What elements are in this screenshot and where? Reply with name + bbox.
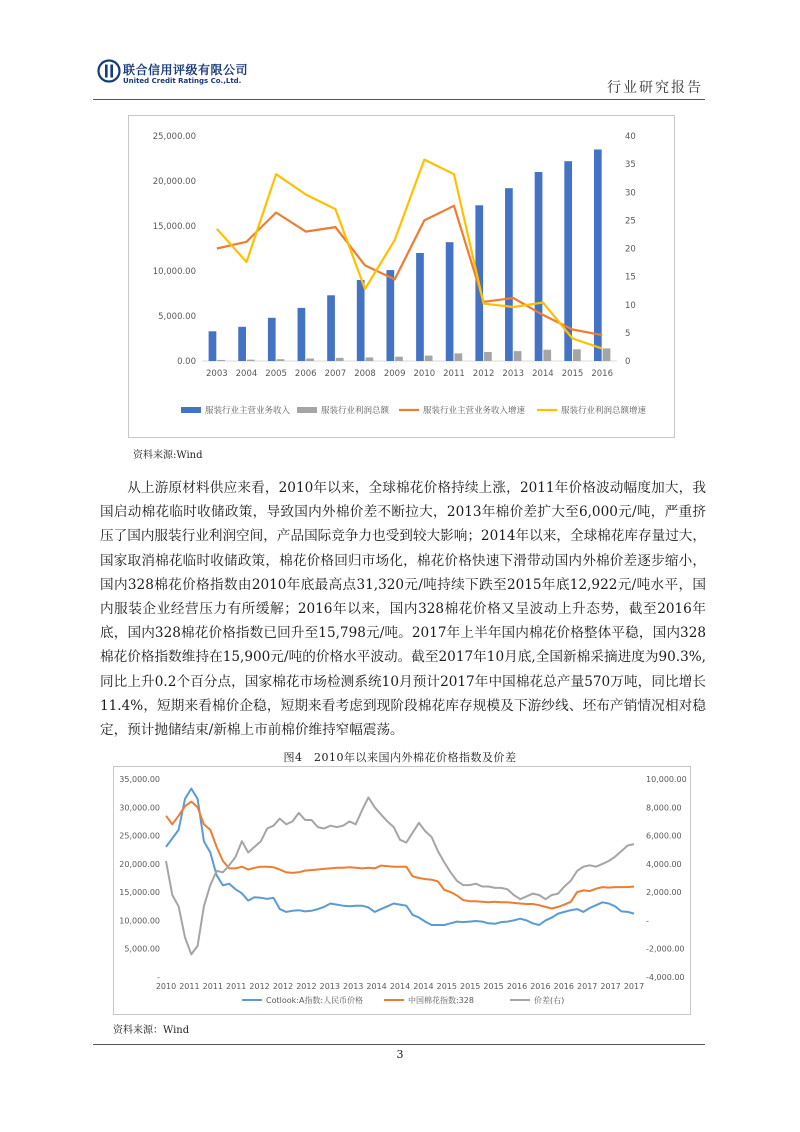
- chart1-source: 资料来源:Wind: [133, 450, 203, 461]
- figure4-title: 图4 2010年以来国内外棉花价格指数及价差: [283, 751, 517, 764]
- y-left-tick-label: 30,000.00: [119, 803, 160, 813]
- y-left-tick-label: 5,000.00: [158, 312, 196, 322]
- company-logo-icon: [97, 59, 121, 87]
- y-left-tick-label: 15,000.00: [119, 888, 160, 898]
- x-tick-label: 2016: [591, 369, 613, 379]
- revenue-bar: [268, 318, 276, 361]
- x-tick-label: 2005: [265, 369, 287, 379]
- profit-bar: [543, 350, 551, 361]
- header-divider: [93, 99, 705, 100]
- revenue-bar: [505, 188, 513, 361]
- x-tick-label: 2014: [532, 369, 554, 379]
- x-tick-label: 2015: [436, 982, 457, 991]
- legend-label: Cotlook:A指数:人民币价格: [266, 996, 364, 1005]
- x-tick-label: 2004: [235, 369, 258, 379]
- revenue-bar: [416, 253, 424, 361]
- y-right-tick-label: 0: [625, 357, 631, 367]
- company-name-cn: 联合信用评级有限公司: [123, 63, 249, 77]
- x-tick-label: 2015: [483, 982, 504, 991]
- profit-bar: [336, 358, 344, 361]
- x-tick-label: 2011: [202, 982, 223, 991]
- y-left-tick-label: 20,000.00: [152, 177, 196, 187]
- y-right-tick-label: -4,000.00: [646, 973, 685, 982]
- profit-bar: [603, 348, 611, 361]
- page-header: [93, 55, 705, 101]
- x-tick-label: 2007: [324, 369, 347, 379]
- legend-label: 中国棉花指数:328: [408, 996, 474, 1005]
- x-tick-label: 2013: [502, 369, 525, 379]
- revenue-bar: [209, 331, 217, 361]
- revenue-growth-line: [217, 206, 602, 335]
- y-right-tick-label: 5: [625, 328, 631, 339]
- x-tick-label: 2014: [389, 982, 411, 991]
- x-tick-label: 2016: [553, 982, 574, 991]
- y-right-tick-label: -: [646, 916, 649, 926]
- revenue-bar: [298, 308, 306, 361]
- y-right-tick-label: 10: [625, 300, 636, 311]
- footer-divider: [93, 1044, 705, 1045]
- profit-bar: [366, 357, 374, 361]
- x-tick-label: 2014: [366, 982, 387, 991]
- profit-bar: [484, 352, 492, 361]
- y-left-tick-label: 20,000.00: [119, 859, 160, 869]
- x-tick-label: 2003: [206, 369, 228, 379]
- x-tick-label: 2006: [294, 369, 317, 379]
- x-tick-label: 2017: [623, 982, 645, 991]
- y-right-tick-label: 10,000.00: [646, 775, 687, 784]
- x-tick-label: 2012: [249, 982, 270, 991]
- y-right-tick-label: 25: [625, 216, 636, 227]
- y-right-tick-label: -2,000.00: [646, 944, 685, 954]
- y-right-tick-label: 15: [625, 272, 636, 283]
- x-tick-label: 2010: [413, 369, 436, 379]
- page-number: 3: [396, 1048, 404, 1061]
- y-left-tick-label: -: [157, 973, 160, 982]
- x-tick-label: 2011: [443, 369, 465, 379]
- x-tick-label: 2008: [354, 369, 376, 379]
- paragraph-cotton-supply: 从上游原材料供应来看，2010年以来，全球棉花价格持续上涨，2011年价格波动幅度加大，我国启动棉花临时收储政策，导致国内外棉价差不断拉大，2013年棉价差扩大至6,000元/吨，严重挤压了国内服装行业利润空间，产品国际竞争力也受到较大影响；2014年以来，全球棉花库存量过大，国家取消棉花临时收储政策，棉花价格回归市场化，棉花价格快速下滑带动国内外棉价差逐步缩小，国内328棉花价格指数由2010年底最高点31,320元/吨持续下跌至2015年底12,922元/吨水平，国内服装企业经营压力有所缓解；2016年以来，国内328棉花价格又呈波动上升态势，截至2016年底，国内328棉花价格指数已回升至15,798元/吨。2017年上半年国内棉花价格整体平稳，国内328棉花价格指数维持在15,900元/吨的价格水平波动。截至2017年10月底,全国新棉采摘进度为90.3%,同比上升0.2个百分点，国家棉花市场检测系统10月预计2017年中国棉花总产量570万吨，同比增长11.4%，短期来看棉价企稳，短期来看考虑到现阶段棉花库存规模及下游纱线、坯布产销情况相对稳定，预计抛储结束/新棉上市前棉价维持窄幅震荡。: [100, 480, 706, 739]
- revenue-bar: [535, 172, 543, 361]
- profit-bar: [395, 357, 403, 361]
- x-tick-label: 2012: [272, 982, 294, 991]
- y-left-tick-label: 5,000.00: [124, 944, 160, 954]
- x-tick-label: 2011: [179, 982, 200, 991]
- revenue-bar: [446, 242, 454, 361]
- y-left-tick-label: 10,000.00: [152, 267, 196, 277]
- x-tick-label: 2010: [155, 982, 177, 991]
- x-tick-label: 2016: [530, 982, 551, 991]
- price-spread-line: [166, 797, 634, 954]
- profit-bar: [247, 360, 255, 361]
- x-tick-label: 2017: [577, 982, 598, 991]
- y-right-tick-label: 2,000.00: [646, 888, 682, 898]
- y-left-tick-label: 10,000.00: [119, 916, 160, 926]
- profit-bar: [217, 360, 225, 361]
- legend-label: 价差(右): [534, 996, 565, 1005]
- y-left-tick-label: 0.00: [177, 357, 196, 367]
- y-right-tick-label: 30: [625, 188, 636, 199]
- profit-bar: [514, 351, 522, 361]
- profit-bar: [425, 356, 433, 361]
- company-name-en: United Credit Ratings Co.,Ltd.: [123, 77, 242, 85]
- profit-bar: [454, 353, 462, 361]
- profit-bar: [306, 358, 314, 361]
- revenue-bar: [594, 150, 602, 362]
- x-tick-label: 2016: [506, 982, 528, 991]
- x-tick-label: 2015: [460, 982, 481, 991]
- revenue-bar: [357, 280, 365, 361]
- x-tick-label: 2012: [472, 369, 495, 379]
- legend-label: 服装行业主营业务收入: [205, 406, 291, 416]
- apparel-industry-chart-svg: [129, 116, 674, 437]
- apparel-industry-chart: [128, 115, 675, 438]
- y-right-tick-label: 35: [625, 160, 636, 171]
- y-left-tick-label: 25,000.00: [152, 132, 196, 142]
- legend-swatch: [297, 407, 317, 413]
- x-tick-label: 2017: [600, 982, 621, 991]
- profit-bar: [573, 349, 581, 361]
- x-tick-label: 2015: [561, 369, 584, 379]
- revenue-bar: [386, 270, 394, 361]
- y-right-tick-label: 40: [625, 132, 636, 142]
- legend-label: 服装行业利润总额: [321, 406, 390, 416]
- chart2-source: 资料来源：Wind: [113, 1025, 190, 1036]
- y-left-tick-label: 15,000.00: [152, 222, 196, 232]
- x-tick-label: 2012: [296, 982, 317, 991]
- revenue-bar: [238, 327, 246, 361]
- y-right-tick-label: 4,000.00: [646, 859, 682, 869]
- x-tick-label: 2014: [413, 982, 434, 991]
- y-right-tick-label: 8,000.00: [646, 803, 682, 813]
- profit-bar: [277, 359, 285, 361]
- y-right-tick-label: 6,000.00: [646, 831, 682, 841]
- y-left-tick-label: 35,000.00: [119, 775, 160, 784]
- x-tick-label: 2013: [319, 982, 340, 991]
- x-tick-label: 2009: [383, 369, 406, 379]
- x-tick-label: 2011: [226, 982, 247, 991]
- cotton-price-chart-svg: [114, 767, 690, 1014]
- x-tick-label: 2013: [343, 982, 364, 991]
- revenue-bar: [327, 295, 335, 361]
- legend-swatch: [181, 407, 201, 413]
- body-text: [100, 476, 706, 742]
- report-type: 行业研究报告: [607, 80, 703, 96]
- y-left-tick-label: 25,000.00: [119, 831, 160, 841]
- legend-label: 服装行业主营业务收入增速: [423, 406, 526, 416]
- y-right-tick-label: 20: [625, 244, 636, 255]
- cotton-price-chart: [113, 766, 691, 1015]
- legend-label: 服装行业利润总额增速: [561, 406, 647, 416]
